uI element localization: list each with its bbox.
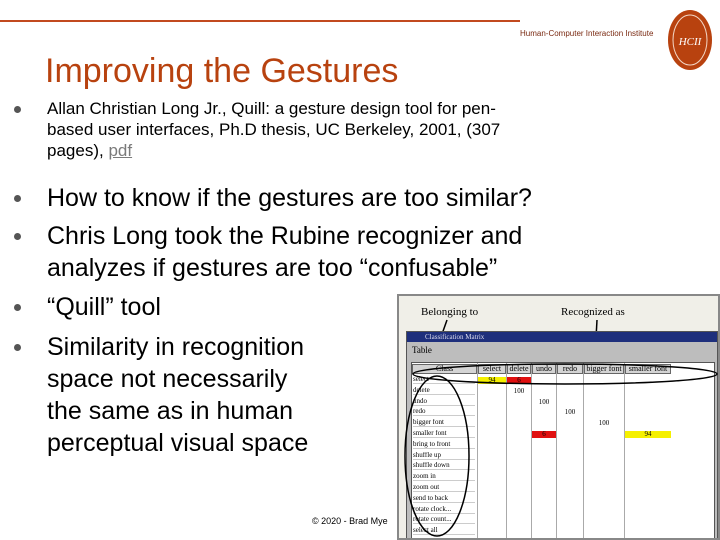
bullet-line: based user interfaces, Ph.D thesis, UC Berkeley, 2001, (307 bbox=[47, 120, 501, 139]
matrix-cell: 6 bbox=[532, 431, 556, 438]
column-header[interactable]: select bbox=[478, 364, 506, 374]
quill-screenshot bbox=[397, 294, 720, 540]
bullet-line: Allan Christian Long Jr., Quill: a gesture design tool for pen- bbox=[47, 99, 496, 118]
row-label: select bbox=[413, 376, 475, 384]
bullet-line: the same as in human bbox=[47, 397, 293, 425]
svg-text:HCII: HCII bbox=[678, 36, 702, 48]
column-header[interactable]: undo bbox=[532, 364, 556, 374]
institute-name: Human-Computer Interaction Institute bbox=[520, 29, 654, 38]
bullet-dot-icon bbox=[14, 344, 21, 351]
hcii-logo bbox=[666, 8, 714, 72]
bullet-line: How to know if the gestures are too similar? bbox=[47, 184, 532, 212]
row-label: rotate count... bbox=[413, 516, 475, 524]
row-label: bring to front bbox=[413, 441, 475, 449]
bullet-line: perceptual visual space bbox=[47, 429, 309, 457]
tab-table[interactable]: Table bbox=[412, 345, 432, 355]
annotation-recognized-as: Recognized as bbox=[561, 306, 625, 318]
highlight-ellipses bbox=[399, 296, 720, 540]
matrix-cell: 100 bbox=[513, 386, 525, 395]
matrix-cell: 100 bbox=[564, 408, 576, 417]
row-labels-highlight-ellipse bbox=[405, 376, 469, 536]
row-label: send to back bbox=[413, 495, 475, 503]
row-label: shuffle down bbox=[413, 462, 475, 470]
column-header[interactable]: delete bbox=[507, 364, 531, 374]
annotation-belonging-to: Belonging to bbox=[421, 306, 479, 318]
row-label: smaller font bbox=[413, 430, 475, 438]
row-label: shuffle up bbox=[413, 452, 475, 460]
header-highlight-ellipse bbox=[413, 364, 717, 384]
row-label: select all bbox=[413, 527, 475, 535]
bullet-line: Chris Long took the Rubine recognizer and bbox=[47, 222, 523, 250]
footer-copyright: © 2020 - Brad Mye bbox=[312, 516, 388, 526]
column-header[interactable]: redo bbox=[557, 364, 583, 374]
pdf-link[interactable]: pdf bbox=[108, 141, 133, 160]
bullet-line: Similarity in recognition bbox=[47, 333, 305, 361]
bullet-line: space not necessarily bbox=[47, 365, 288, 393]
row-label: delete bbox=[413, 387, 475, 395]
matrix-cell: 100 bbox=[598, 419, 610, 428]
bullet-line: analyzes if gestures are too “confusable” bbox=[47, 254, 498, 282]
row-label: bigger font bbox=[413, 419, 475, 427]
row-label: zoom out bbox=[413, 484, 475, 492]
header-rule bbox=[0, 20, 520, 22]
column-header[interactable]: Class bbox=[412, 364, 477, 374]
column-header[interactable]: bigger font bbox=[584, 364, 624, 374]
row-label: redo bbox=[413, 408, 475, 416]
row-label: zoom in bbox=[413, 473, 475, 481]
row-label: rotate clock... bbox=[413, 506, 475, 514]
bullet-line bbox=[47, 140, 132, 161]
matrix-cell: 94 bbox=[478, 377, 506, 384]
row-label: undo bbox=[413, 398, 475, 406]
column-header[interactable]: smaller font bbox=[625, 364, 671, 374]
bullet-dot-icon bbox=[14, 195, 21, 202]
bullet-dot-icon bbox=[14, 106, 21, 113]
window-title-bar[interactable]: Classification Matrix bbox=[407, 332, 717, 342]
bullet-dot-icon bbox=[14, 233, 21, 240]
matrix-cell: 100 bbox=[538, 397, 550, 406]
bullet-line: “Quill” tool bbox=[47, 293, 161, 321]
bullet-dot-icon bbox=[14, 304, 21, 311]
bullet-line-text: pages), bbox=[47, 141, 104, 160]
slide-title: Improving the Gestures bbox=[45, 52, 399, 90]
matrix-cell: 94 bbox=[625, 431, 671, 438]
matrix-cell: 6 bbox=[507, 377, 531, 384]
